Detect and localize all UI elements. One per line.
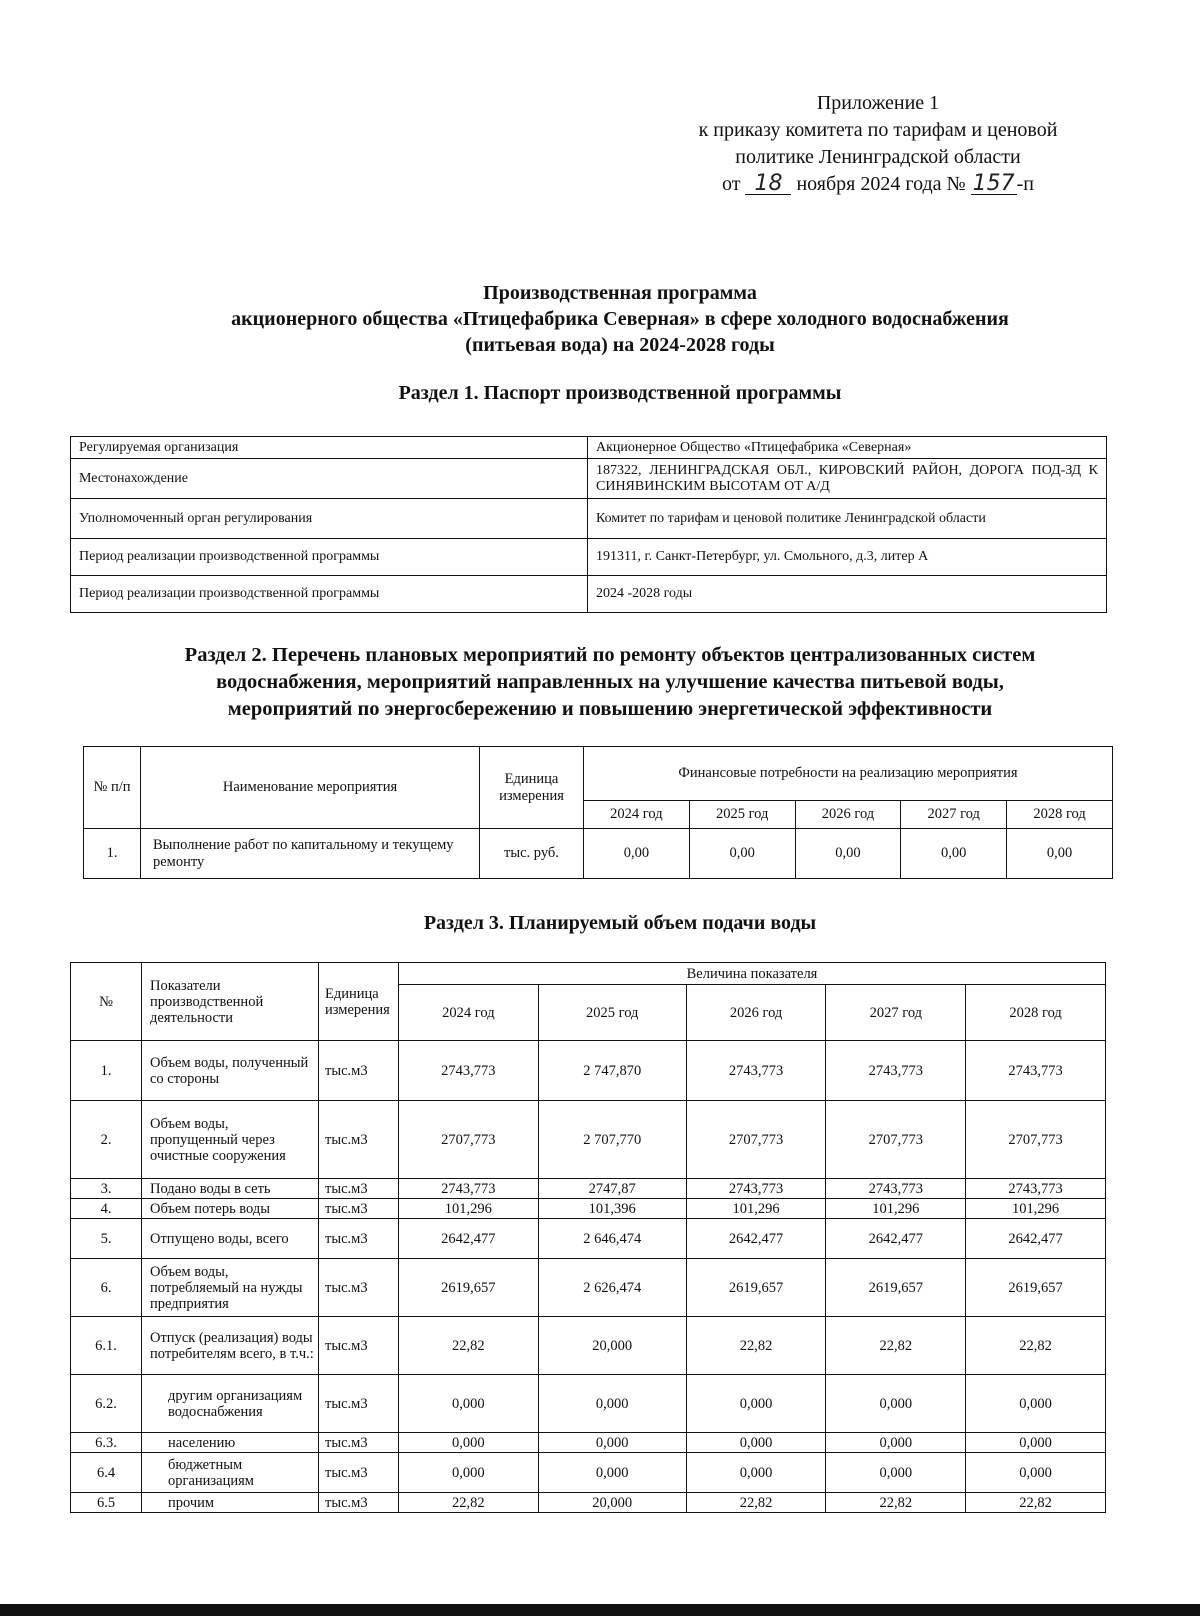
cell-unit: тыс. руб. — [480, 829, 584, 879]
table-header-row — [71, 963, 1106, 985]
appendix-line-3: политике Ленинградской области — [735, 146, 1021, 168]
cell-value: 2642,477 — [966, 1219, 1106, 1259]
col-header-financing: Финансовые потребности на реализацию мероприятия — [584, 747, 1113, 801]
passport-value: 187322, ЛЕНИНГРАДСКАЯ ОБЛ., КИРОВСКИЙ РАЙОН, ДОРОГА ПОД-ЗД К СИНЯВИНСКИМ ВЫСОТАМ ОТ А/Д — [588, 459, 1107, 499]
repair-measures-table — [83, 746, 1113, 879]
cell-name: Подано воды в сеть — [142, 1179, 319, 1199]
col-header-year: 2026 год — [795, 801, 901, 829]
order-date-prefix: от — [721, 173, 741, 195]
cell-value: 2707,773 — [686, 1101, 826, 1179]
cell-num: 4. — [71, 1199, 142, 1219]
cell-unit: тыс.м3 — [319, 1179, 399, 1199]
col-header-year: 2024 год — [399, 985, 539, 1041]
cell-value: 101,296 — [399, 1199, 539, 1219]
cell-name: Выполнение работ по капитальному и текущему ремонту — [141, 829, 480, 879]
cell-value: 2 747,870 — [538, 1041, 686, 1101]
cell-value: 2743,773 — [826, 1041, 966, 1101]
section-3-heading: Раздел 3. Планируемый объем подачи воды — [423, 912, 817, 934]
cell-num: 3. — [71, 1179, 142, 1199]
cell-num: 5. — [71, 1219, 142, 1259]
cell-unit: тыс.м3 — [319, 1493, 399, 1513]
cell-value: 0,000 — [399, 1433, 539, 1453]
cell-value: 22,82 — [686, 1493, 826, 1513]
cell-value: 2 626,474 — [538, 1259, 686, 1317]
cell-value: 22,82 — [966, 1317, 1106, 1375]
passport-table — [70, 436, 1107, 613]
table-row — [71, 1493, 1106, 1513]
passport-value: 191311, г. Санкт-Петербург, ул. Смольного, д.3, литер А — [588, 539, 1107, 576]
cell-value: 0,000 — [686, 1375, 826, 1433]
table-header-row — [84, 747, 1113, 801]
cell-unit: тыс.м3 — [319, 1433, 399, 1453]
cell-value: 22,82 — [686, 1317, 826, 1375]
cell-value: 0,000 — [966, 1433, 1106, 1453]
cell-value: 2743,773 — [686, 1179, 826, 1199]
table-row — [71, 437, 1107, 459]
cell-value: 0,000 — [538, 1453, 686, 1493]
cell-value: 2 707,770 — [538, 1101, 686, 1179]
cell-num: 1. — [84, 829, 141, 879]
cell-value: 2619,657 — [686, 1259, 826, 1317]
cell-value: 0,00 — [584, 829, 690, 879]
cell-unit: тыс.м3 — [319, 1041, 399, 1101]
cell-value: 2743,773 — [686, 1041, 826, 1101]
cell-num: 6. — [71, 1259, 142, 1317]
cell-value: 2619,657 — [826, 1259, 966, 1317]
passport-key: Местонахождение — [71, 459, 588, 499]
cell-value: 0,000 — [399, 1375, 539, 1433]
col-header-year: 2026 год — [686, 985, 826, 1041]
col-header-num: № п/п — [84, 747, 141, 829]
table-row — [71, 1219, 1106, 1259]
cell-value: 2642,477 — [686, 1219, 826, 1259]
table-row — [71, 576, 1107, 613]
cell-value: 0,000 — [538, 1375, 686, 1433]
col-header-year: 2027 год — [826, 985, 966, 1041]
cell-value: 0,000 — [538, 1433, 686, 1453]
table-row — [71, 1317, 1106, 1375]
passport-key: Уполномоченный орган регулирования — [71, 499, 588, 539]
col-header-year: 2028 год — [1007, 801, 1113, 829]
cell-value: 101,396 — [538, 1199, 686, 1219]
table-row — [71, 1179, 1106, 1199]
cell-name: Объем потерь воды — [142, 1199, 319, 1219]
cell-value: 20,000 — [538, 1493, 686, 1513]
cell-value: 2707,773 — [399, 1101, 539, 1179]
cell-value: 2743,773 — [399, 1041, 539, 1101]
passport-value: 2024 -2028 годы — [588, 576, 1107, 613]
section-2-heading-line-1: Раздел 2. Перечень плановых мероприятий по ремонту объектов централизованных систем — [184, 644, 1036, 666]
cell-value: 0,00 — [901, 829, 1007, 879]
cell-num: 6.3. — [71, 1433, 142, 1453]
table-row — [71, 459, 1107, 499]
cell-value: 2707,773 — [826, 1101, 966, 1179]
order-number-suffix: -п — [1016, 173, 1035, 195]
order-day-handwritten: 18 — [745, 174, 791, 195]
cell-value: 2743,773 — [966, 1179, 1106, 1199]
cell-unit: тыс.м3 — [319, 1453, 399, 1493]
cell-name: населению — [142, 1433, 319, 1453]
passport-value: Комитет по тарифам и ценовой политике Ленинградской области — [588, 499, 1107, 539]
cell-unit: тыс.м3 — [319, 1317, 399, 1375]
col-header-num: № — [71, 963, 142, 1041]
cell-unit: тыс.м3 — [319, 1375, 399, 1433]
cell-value: 2747,87 — [538, 1179, 686, 1199]
title-line-1: Производственная программа — [483, 282, 757, 304]
cell-value: 2619,657 — [966, 1259, 1106, 1317]
cell-value: 20,000 — [538, 1317, 686, 1375]
col-header-year: 2025 год — [538, 985, 686, 1041]
table-row — [71, 1041, 1106, 1101]
order-number-handwritten: 157 — [972, 171, 1015, 196]
col-header-year: 2028 год — [966, 985, 1106, 1041]
cell-num: 6.5 — [71, 1493, 142, 1513]
appendix-line-4 — [648, 171, 1108, 198]
cell-num: 6.4 — [71, 1453, 142, 1493]
cell-name: прочим — [142, 1493, 319, 1513]
section-2-heading — [80, 642, 1140, 723]
table-row — [84, 829, 1113, 879]
document-title — [100, 280, 1140, 358]
col-header-year: 2025 год — [689, 801, 795, 829]
cell-unit: тыс.м3 — [319, 1219, 399, 1259]
cell-value: 0,000 — [826, 1433, 966, 1453]
cell-value: 2 646,474 — [538, 1219, 686, 1259]
cell-value: 22,82 — [966, 1493, 1106, 1513]
cell-value: 2743,773 — [966, 1041, 1106, 1101]
col-header-name: Показатели производственной деятельности — [142, 963, 319, 1041]
section-1-heading: Раздел 1. Паспорт производственной программы — [398, 382, 842, 404]
cell-value: 0,000 — [826, 1453, 966, 1493]
col-header-name: Наименование мероприятия — [141, 747, 480, 829]
cell-value: 2743,773 — [399, 1179, 539, 1199]
cell-name: бюджетным организациям — [142, 1453, 319, 1493]
cell-value: 0,000 — [686, 1453, 826, 1493]
cell-value: 22,82 — [826, 1317, 966, 1375]
passport-key: Период реализации производственной программы — [71, 576, 588, 613]
cell-value: 101,296 — [966, 1199, 1106, 1219]
table-row — [71, 1259, 1106, 1317]
water-supply-table — [70, 962, 1106, 1513]
title-line-3: (питьевая вода) на 2024-2028 годы — [465, 334, 775, 356]
cell-value: 22,82 — [399, 1493, 539, 1513]
appendix-line-1: Приложение 1 — [816, 92, 940, 114]
cell-value: 101,296 — [686, 1199, 826, 1219]
passport-value: Акционерное Общество «Птицефабрика «Северная» — [588, 437, 1107, 459]
order-date-text: ноября 2024 года № — [796, 173, 966, 195]
cell-name: Объем воды, пропущенный через очистные сооружения — [142, 1101, 319, 1179]
cell-value: 101,296 — [826, 1199, 966, 1219]
cell-unit: тыс.м3 — [319, 1199, 399, 1219]
section-2-heading-line-3: мероприятий по энергосбережению и повышению энергетической эффективности — [227, 698, 993, 720]
col-header-unit: Единица измерения — [480, 747, 584, 829]
col-header-value: Величина показателя — [399, 963, 1106, 985]
cell-unit: тыс.м3 — [319, 1259, 399, 1317]
cell-unit: тыс.м3 — [319, 1101, 399, 1179]
passport-key: Регулируемая организация — [71, 437, 588, 459]
cell-name: Отпущено воды, всего — [142, 1219, 319, 1259]
cell-num: 6.1. — [71, 1317, 142, 1375]
cell-value: 0,00 — [689, 829, 795, 879]
cell-name: Объем воды, полученный со стороны — [142, 1041, 319, 1101]
cell-num: 2. — [71, 1101, 142, 1179]
cell-value: 0,000 — [399, 1453, 539, 1493]
cell-value: 0,000 — [686, 1433, 826, 1453]
cell-value: 0,00 — [795, 829, 901, 879]
cell-value: 2619,657 — [399, 1259, 539, 1317]
cell-value: 2707,773 — [966, 1101, 1106, 1179]
cell-value: 2743,773 — [826, 1179, 966, 1199]
cell-value: 0,000 — [826, 1375, 966, 1433]
cell-name: Отпуск (реализация) воды потребителям всего, в т.ч.: — [142, 1317, 319, 1375]
appendix-line-2: к приказу комитета по тарифам и ценовой — [698, 119, 1058, 141]
table-row — [71, 539, 1107, 576]
cell-value: 2642,477 — [826, 1219, 966, 1259]
table-row — [71, 1101, 1106, 1179]
cell-num: 6.2. — [71, 1375, 142, 1433]
col-header-year: 2024 год — [584, 801, 690, 829]
cell-value: 2642,477 — [399, 1219, 539, 1259]
appendix-header — [648, 90, 1108, 198]
cell-value: 22,82 — [826, 1493, 966, 1513]
cell-name: Объем воды, потребляемый на нужды предприятия — [142, 1259, 319, 1317]
table-row — [71, 1375, 1106, 1433]
col-header-year: 2027 год — [901, 801, 1007, 829]
col-header-unit: Единица измерения — [319, 963, 399, 1041]
title-line-2: акционерного общества «Птицефабрика Северная» в сфере холодного водоснабжения — [231, 308, 1009, 330]
cell-value: 0,000 — [966, 1453, 1106, 1493]
cell-num: 1. — [71, 1041, 142, 1101]
cell-value: 22,82 — [399, 1317, 539, 1375]
table-row — [71, 1199, 1106, 1219]
table-row — [71, 1433, 1106, 1453]
scan-edge-bar — [0, 1604, 1200, 1616]
cell-value: 0,00 — [1007, 829, 1113, 879]
cell-name: другим организациям водоснабжения — [142, 1375, 319, 1433]
passport-key: Период реализации производственной программы — [71, 539, 588, 576]
cell-value: 0,000 — [966, 1375, 1106, 1433]
table-row — [71, 1453, 1106, 1493]
section-2-heading-line-2: водоснабжения, мероприятий направленных на улучшение качества питьевой воды, — [216, 671, 1004, 693]
table-row — [71, 499, 1107, 539]
